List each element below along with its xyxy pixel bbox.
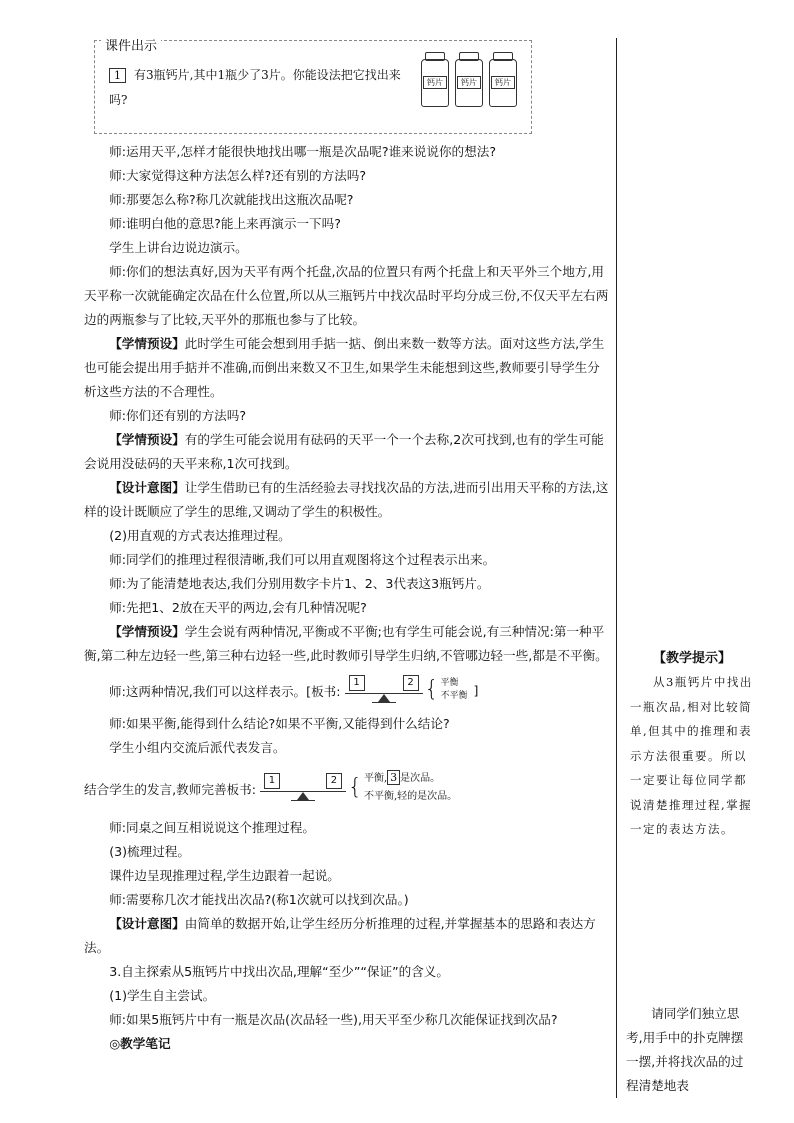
tagged-paragraph: 【设计意图】让学生借助已有的生活经验去寻找找次品的方法,进而引出用天平称的方法,这样的设计既顺应了学生的思维,又调动了学生的积极性。	[84, 480, 609, 519]
balance-scale-icon: 1 2	[345, 675, 423, 705]
bottles-illustration	[415, 59, 517, 107]
teaching-tip	[622, 648, 762, 842]
main-column	[84, 40, 612, 1056]
courseware-problem	[109, 63, 409, 113]
paragraph: 师:先把1、2放在天平的两边,会有几种情况呢?	[109, 600, 367, 615]
paragraph: 师:你们还有别的方法吗?	[109, 408, 247, 423]
board-2-prefix: 结合学生的发言,教师完善板书:	[84, 781, 256, 797]
paragraph: 师:同桌之间互相说说这个推理过程。	[109, 820, 315, 835]
paragraph: 学生小组内交流后派代表发言。	[109, 740, 286, 755]
paragraph: 师:同学们的推理过程很清晰,我们可以用直观图将这个过程表示出来。	[109, 552, 496, 567]
paragraph: 师:需要称几次才能找出次品?(称1次就可以找到次品。)	[109, 892, 409, 907]
paragraph: 师:为了能清楚地表达,我们分别用数字卡片1、2、3代表这3瓶钙片。	[109, 576, 490, 591]
side-note-text: 请同学们独立思考,用手中的扑克牌摆一摆,并将找次品的过程清楚地表	[626, 1006, 744, 1093]
paragraph: (2)用直观的方式表达推理过程。	[109, 528, 291, 543]
board-1-results: 平衡 不平衡	[440, 678, 468, 701]
courseware-title: 课件出示	[101, 35, 161, 54]
tag-label: 【设计意图】	[109, 916, 185, 931]
bottle-icon: 钙片	[489, 59, 517, 107]
tag-label: 【学情预设】	[109, 624, 185, 639]
brace-icon: {	[347, 775, 362, 800]
margin-divider	[616, 38, 617, 1098]
paragraph: 师:那要怎么称?称几次就能找出这瓶次品呢?	[109, 192, 354, 207]
tag-label: 【学情预设】	[109, 432, 185, 447]
bottle-icon: 钙片	[455, 59, 483, 107]
board-2-results: 平衡, 3 是次品。 不平衡,轻的是次品。	[363, 771, 458, 802]
paragraph: 3.自主探索从5瓶钙片中找出次品,理解“至少”“保证”的含义。	[109, 964, 449, 979]
courseware-box	[94, 40, 532, 134]
tagged-paragraph: 【学情预设】有的学生可能会说用有砝码的天平一个一个去称,2次可找到,也有的学生可能会说用没砝码的天平来称,1次可找到。	[84, 432, 604, 471]
paragraph: 师:如果5瓶钙片中有一瓶是次品(次品轻一些),用天平至少称几次能保证找到次品?	[109, 1012, 558, 1027]
paragraph: 课件边呈现推理过程,学生边跟着一起说。	[109, 868, 340, 883]
tip-text: 从3瓶钙片中找出一瓶次品,相对比较简单,但其中的推理和表示方法很重要。所以一定要让每位同学都说清楚推理过程,掌握一定的表达方法。	[630, 675, 753, 836]
paragraph: 师:大家觉得这种方法怎么样?还有别的方法吗?	[109, 168, 367, 183]
board-1: 师:这两种情况,我们可以这样表示。[板书: 1 2 { 平衡 不平衡 ]	[84, 668, 612, 712]
paragraph: 师:你们的想法真好,因为天平有两个托盘,次品的位置只有两个托盘上和天平外三个地方,用天平称一次就能确定次品在什么位置,所以从三瓶钙片中找次品时平均分成三份,不仅天平左右两边的两瓶参与了比较,天平外的那瓶也参与了比较。	[84, 264, 609, 327]
balance-scale-icon: 1 2	[260, 773, 346, 803]
paragraph: 师:如果平衡,能得到什么结论?如果不平衡,又能得到什么结论?	[109, 716, 450, 731]
paragraph: 师:运用天平,怎样才能很快地找出哪一瓶是次品呢?谁来说说你的想法?	[109, 144, 497, 159]
paragraph: 师:谁明白他的意思?能上来再演示一下吗?	[109, 216, 341, 231]
side-note	[622, 1002, 762, 1098]
paragraph: 学生上讲台边说边演示。	[109, 240, 248, 255]
paragraph: (3)梳理过程。	[109, 844, 190, 859]
board-2	[84, 760, 612, 816]
tag-label: 【学情预设】	[109, 336, 185, 351]
tagged-paragraph: 【学情预设】此时学生可能会想到用手掂一掂、倒出来数一数等方法。面对这些方法,学生也可能会提出用手掂并不准确,而倒出来数又不卫生,如果学生未能想到这些,教师要引导学生分析这些方法的不合理性。	[84, 336, 605, 399]
tagged-paragraph: 【学情预设】学生会说有两种情况,平衡或不平衡;也有学生可能会说,有三种情况:第一种平衡,第二种左边轻一些,第三种右边轻一些,此时教师引导学生归纳,不管哪边轻一些,都是不平衡。	[84, 624, 608, 663]
paragraph: (1)学生自主尝试。	[109, 988, 216, 1003]
bottle-icon: 钙片	[421, 59, 449, 107]
board-1-prefix: 师:这两种情况,我们可以这样表示。[板书:	[109, 683, 341, 699]
tag-label: 【设计意图】	[109, 480, 185, 495]
tagged-paragraph: 【设计意图】由简单的数据开始,让学生经历分析推理的过程,并掌握基本的思路和表达方法。	[84, 916, 596, 955]
tip-title: 【教学提示】	[652, 651, 731, 666]
brace-icon: {	[424, 677, 439, 702]
problem-badge: 1	[109, 68, 126, 83]
problem-text: 有3瓶钙片,其中1瓶少了3片。你能设法把它找出来吗?	[109, 68, 401, 107]
notes-label: ◎教学笔记	[109, 1036, 171, 1051]
